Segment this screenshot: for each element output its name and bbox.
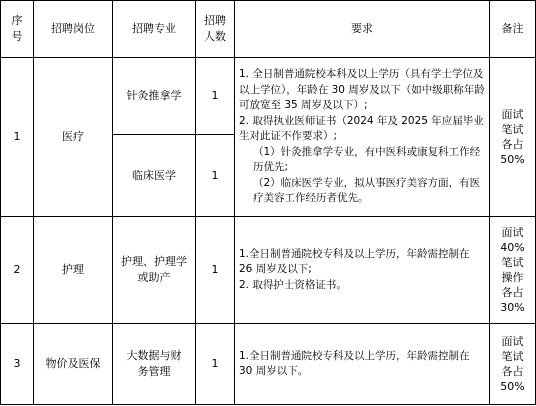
header-major: 招聘专业 bbox=[113, 1, 196, 58]
table-row bbox=[1, 324, 536, 405]
requirement-line: 2. 取得护士资格证书。 bbox=[239, 278, 347, 291]
row3-count: 1 bbox=[196, 324, 235, 405]
header-row bbox=[1, 1, 536, 58]
header-requirements: 要求 bbox=[235, 1, 490, 58]
table-row bbox=[1, 58, 536, 135]
row1-major-b: 临床医学 bbox=[113, 135, 196, 217]
row3-requirements bbox=[235, 324, 490, 405]
requirement-line: （1）针灸推拿学专业，有中医科或康复科工作经历优先; bbox=[253, 145, 481, 174]
table-row bbox=[1, 217, 536, 324]
requirement-line: 1. 全日制普通院校本科及以上学历（具有学士学位及以上学位），年龄在 30 周岁及以下（如中级职称年龄可放宽至 35 周岁及以下）; bbox=[239, 68, 485, 112]
header-position: 招聘岗位 bbox=[34, 1, 113, 58]
row1-major-a: 针灸推拿学 bbox=[113, 58, 196, 135]
row2-seq: 2 bbox=[1, 217, 34, 324]
row3-position: 物价及医保 bbox=[34, 324, 113, 405]
row2-major: 护理、护理学或助产 bbox=[113, 217, 196, 324]
row1-count-a: 1 bbox=[196, 58, 235, 135]
header-count: 招聘 人数 bbox=[196, 1, 235, 58]
row1-position: 医疗 bbox=[34, 58, 113, 217]
row1-requirements bbox=[235, 58, 490, 217]
row3-major: 大数据与财务管理 bbox=[113, 324, 196, 405]
requirement-line: 1.全日制普通院校专科及以上学历，年龄需控制在 26 周岁及以下; bbox=[239, 247, 470, 276]
header-seq: 序 号 bbox=[1, 1, 34, 58]
row2-position: 护理 bbox=[34, 217, 113, 324]
row3-seq: 3 bbox=[1, 324, 34, 405]
row2-remarks: 面试 40% 笔试 操作 各占 30% bbox=[490, 217, 536, 324]
requirement-line: 1.全日制普通院校专科及以上学历，年龄需控制在 30 周岁以下。 bbox=[239, 349, 470, 377]
requirement-line: 2. 取得执业医师证书（2024 年及 2025 年应届毕业生对此证不作要求）; bbox=[239, 114, 484, 143]
row2-requirements bbox=[235, 217, 490, 324]
row2-count: 1 bbox=[196, 217, 235, 324]
requirement-line: （2）临床医学专业，拟从事医疗美容方面，有医疗美容工作经历者优先。 bbox=[253, 176, 481, 205]
row1-seq: 1 bbox=[1, 58, 34, 217]
row1-count-b: 1 bbox=[196, 135, 235, 217]
row1-remarks: 面试 笔试 各占 50% bbox=[490, 58, 536, 217]
row3-remarks: 面试 笔试 各占 50% bbox=[490, 324, 536, 405]
header-remarks: 备注 bbox=[490, 1, 536, 58]
